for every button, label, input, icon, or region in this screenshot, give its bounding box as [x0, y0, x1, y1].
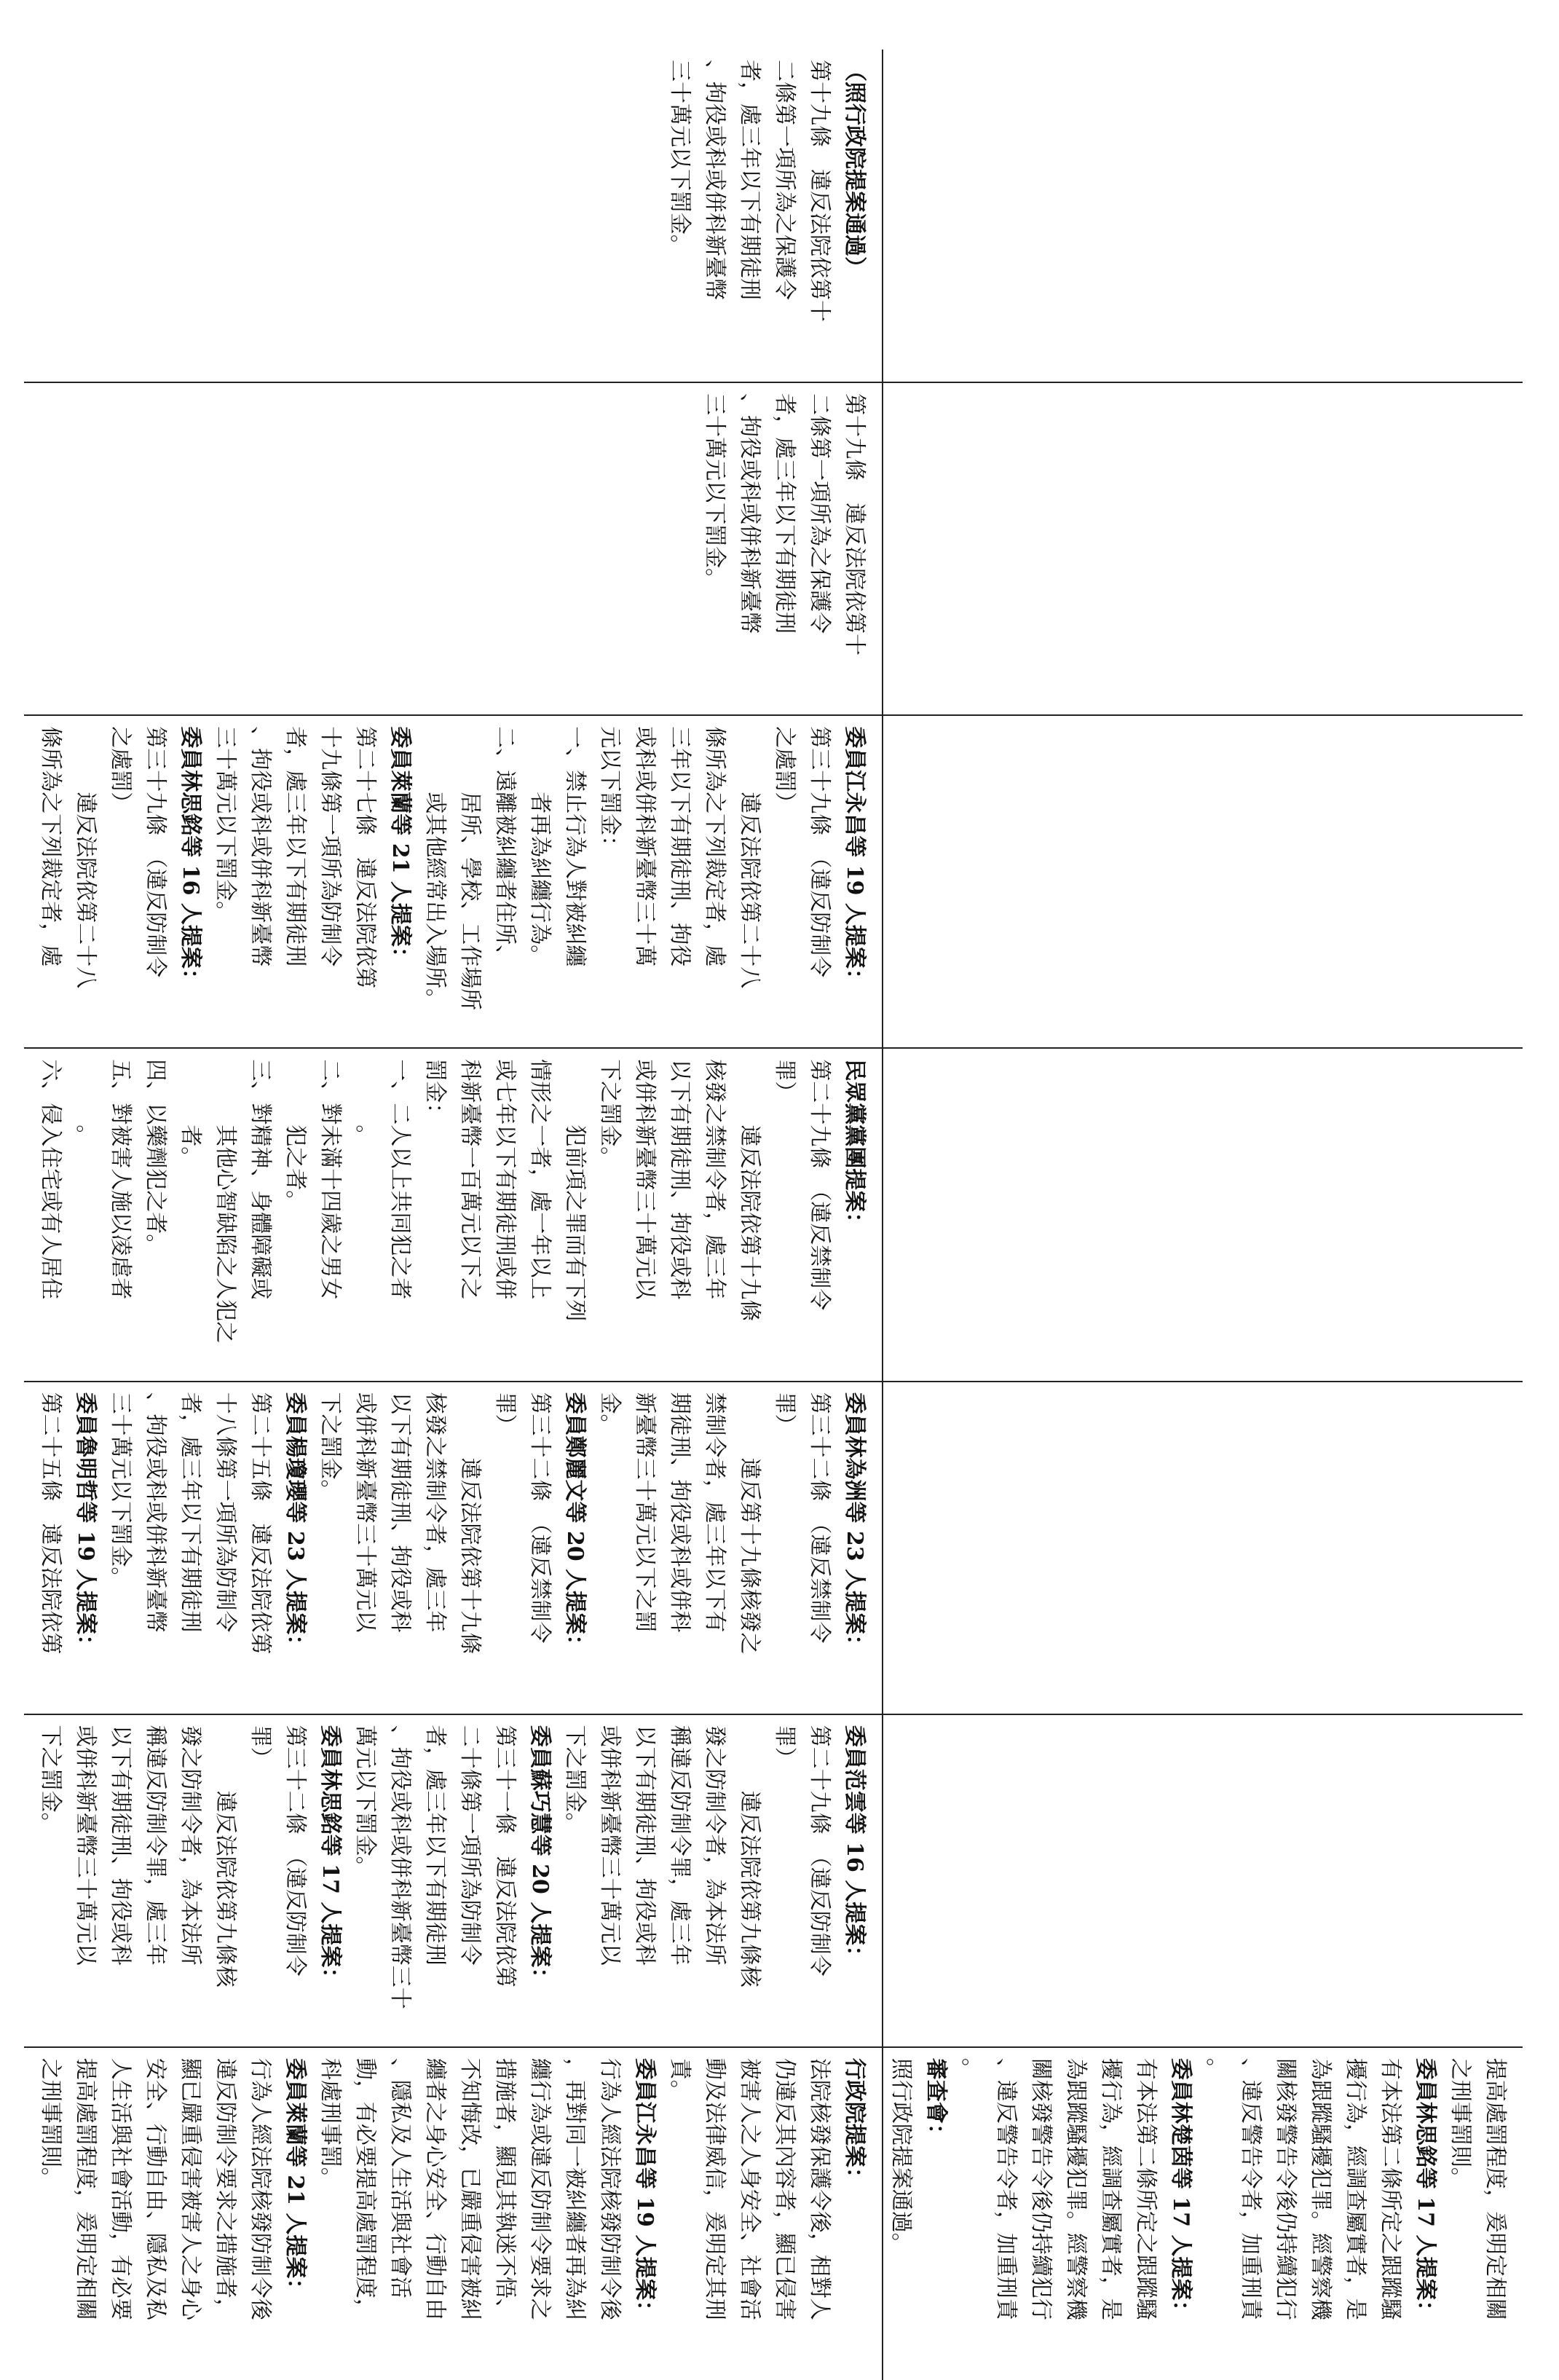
- text-line: 三十萬元以下罰金。: [667, 60, 692, 256]
- text-line: 第二十五條 違反法院依第: [38, 1392, 63, 1655]
- proposal-section: [662, 2058, 872, 2368]
- text-line: 違反法院依第二十八: [73, 770, 98, 989]
- text-line: 顯已嚴重侵害被害人之身心: [178, 2057, 203, 2320]
- text-line: 照行政院提案通過。: [888, 2057, 914, 2255]
- table-row-top: [883, 50, 1523, 2380]
- text-line: 核發之禁制令者，處三年: [702, 1059, 727, 1300]
- proposal-header: 委員江永昌等 19 人提案：: [842, 726, 867, 990]
- text-line: 第三十九條 （違反防制令: [143, 726, 168, 978]
- text-line: 期徒刑、拘役或科或併科: [667, 1392, 692, 1633]
- text-line: 三十萬元以下罰金。: [702, 393, 727, 591]
- text-line: 情形之一者，處一年以上: [527, 1059, 553, 1300]
- proposal-header: 委員蘇巧慧等 20 人提案：: [527, 1725, 553, 1990]
- proposal-header: 行政院提案：: [842, 2057, 867, 2189]
- text-line: 違反防制令要求之措施者，: [213, 2057, 238, 2320]
- proposal-section: [697, 393, 872, 703]
- table-cell: [24, 1048, 883, 1381]
- text-line: 其他心智缺陷之人犯之: [213, 1103, 238, 1344]
- text-line: 六、侵入住宅或有人居住: [38, 1059, 63, 1300]
- text-line: 罰金：: [422, 1059, 448, 1125]
- text-line: 或併科新臺幣三十萬元以: [597, 1725, 623, 1966]
- proposal-section: [312, 2058, 662, 2368]
- text-line: 纏者之身心安全、行動自由: [422, 2057, 448, 2320]
- proposal-section: [312, 1392, 592, 1702]
- text-line: 萬元以下罰金。: [352, 1725, 378, 1878]
- text-line: 提高處罰程度，爰明定相關: [73, 2057, 98, 2320]
- table-cell: [24, 382, 883, 715]
- text-line: 科新臺幣一百萬元以下之: [457, 1059, 483, 1300]
- proposal-section: [1198, 2058, 1442, 2368]
- proposal-header: 委員林思銘等 17 人提案：: [317, 1725, 343, 1990]
- table-cell: [883, 1382, 1523, 1714]
- text-line: 一、禁止行為人對被糾纏: [562, 726, 588, 967]
- text-line: 動及法律威信，爰明定其刑: [702, 2057, 727, 2320]
- proposal-section: [33, 1392, 103, 1702]
- text-line: 罪）: [772, 1725, 797, 1769]
- text-line: 以下有期徒刑、拘役或科: [632, 1725, 658, 1966]
- text-line: 關核發警告令後仍持續犯行: [1273, 2057, 1298, 2320]
- text-line: 責。: [667, 2057, 692, 2102]
- text-line: 二條第一項所為之保護令: [807, 393, 832, 634]
- table-cell: [883, 1714, 1523, 2047]
- text-line: 核發之禁制令者，處三年: [422, 1392, 448, 1633]
- text-line: 為跟蹤騷擾犯罪。經警察機: [1308, 2057, 1333, 2320]
- text-line: 仍違反其內容者，顯已侵害: [772, 2057, 797, 2320]
- text-line: 第三十二條 （違反禁制令: [527, 1392, 553, 1644]
- proposal-header: 委員萊蘭等 21 人提案：: [387, 726, 413, 969]
- table-cell: [883, 715, 1523, 1048]
- proposal-header: 委員林思銘等 16 人提案：: [178, 726, 203, 990]
- text-line: 關核發警告令後仍持續犯行: [1028, 2057, 1054, 2320]
- text-line: ，再對同一被糾纏者再為糾: [562, 2057, 588, 2320]
- text-line: 行為人經法院核發防制令後: [248, 2057, 273, 2320]
- proposal-section: [33, 1725, 347, 2035]
- text-line: 。: [1203, 2057, 1228, 2080]
- proposal-section: [883, 2058, 953, 2368]
- proposal-section: [33, 2058, 312, 2368]
- text-line: 或併科新臺幣三十萬元以: [632, 1059, 658, 1300]
- proposal-header: 委員鄭麗文等 20 人提案：: [562, 1392, 588, 1657]
- text-line: 罪）: [492, 1392, 518, 1436]
- table-cell: [883, 1048, 1523, 1381]
- text-line: 擾行為，經調查屬實者，是: [1343, 2057, 1368, 2320]
- proposal-header: 委員萊蘭等 21 人提案：: [283, 2057, 308, 2301]
- rotated-page: [37, 50, 1523, 2380]
- text-line: 、隱私及人生活與社會活: [387, 2057, 413, 2298]
- text-line: 三十萬元以下罰金。: [108, 1392, 133, 1589]
- text-line: 犯之者。: [283, 1103, 308, 1213]
- table-cell: [883, 2047, 1523, 2380]
- table-row-bottom: [24, 50, 883, 2380]
- text-line: 三、對精神、身體障礙或: [248, 1059, 273, 1300]
- text-line: 安全、行動自由、隱私及私: [143, 2057, 168, 2320]
- text-line: 者，處三年以下有期徒刑: [737, 60, 762, 300]
- text-line: 二十條第一項所為防制令: [457, 1725, 483, 1966]
- text-line: 法院核發保護令後，相對人: [807, 2057, 832, 2320]
- table-cell: [24, 50, 883, 382]
- text-line: 、違反警告令者，加重刑責: [1238, 2057, 1263, 2320]
- text-line: 為跟蹤騷擾犯罪。經警察機: [1063, 2057, 1089, 2320]
- text-line: 者，處三年以下有期徒刑: [178, 1392, 203, 1633]
- text-line: 者，處三年以下有期徒刑: [422, 1725, 448, 1966]
- text-line: 下之罰金。: [562, 1725, 588, 1835]
- text-line: 稱違反防制令罪，處三年: [143, 1725, 168, 1966]
- proposal-header: 審查會：: [923, 2057, 949, 2145]
- text-line: 之處罰）: [772, 726, 797, 814]
- text-line: 罪）: [772, 1059, 797, 1103]
- text-line: 金。: [597, 1392, 623, 1436]
- text-line: 之刑事罰則。: [38, 2057, 63, 2189]
- text-line: 元以下罰金：: [597, 726, 623, 858]
- comparison-table: [24, 50, 1523, 2380]
- text-line: 下之罰金。: [38, 1725, 63, 1835]
- text-line: 被害人之人身安全、社會活: [737, 2057, 762, 2320]
- text-line: 、拘役或科或併科新臺幣: [143, 1392, 168, 1633]
- text-line: 新臺幣三十萬元以下之罰: [632, 1392, 658, 1633]
- text-line: 之處罰）: [108, 726, 133, 814]
- text-line: 十八條第一項所為防制令: [213, 1392, 238, 1633]
- proposal-section: [953, 2058, 1198, 2368]
- text-line: 一、二人以上共同犯之者: [387, 1059, 413, 1300]
- text-line: 第二十七條 違反法院依第: [352, 726, 378, 989]
- text-line: 條所為之下列裁定者，處: [38, 726, 63, 967]
- text-line: 二、對未滿十四歲之男女: [317, 1059, 343, 1300]
- text-line: 十九條第一項所為防制令: [317, 726, 343, 967]
- proposal-header: 委員魯明哲等 19 人提案：: [73, 1392, 98, 1657]
- text-line: 第三十二條 （違反防制令: [283, 1725, 308, 1977]
- text-line: 。: [73, 1103, 98, 1147]
- text-line: 第二十九條 （違反防制令: [807, 1725, 832, 1977]
- table-cell: [24, 715, 883, 1048]
- proposal-section: [103, 1392, 312, 1702]
- text-line: 違反法院依第十九條: [457, 1435, 483, 1655]
- text-line: 、拘役或科或併科新臺幣: [737, 393, 762, 634]
- text-line: 違反法院依第十九條: [737, 1103, 762, 1322]
- text-line: 第三十二條 （違反禁制令: [807, 1392, 832, 1644]
- proposal-section: [1442, 2058, 1512, 2368]
- table-cell: [883, 382, 1523, 715]
- proposal-header: 委員林為洲等 23 人提案：: [842, 1392, 867, 1657]
- text-line: 稱違反防制令罪，處三年: [667, 1725, 692, 1966]
- text-line: 違反法院依第九條核: [737, 1768, 762, 1987]
- proposal-header: 委員林楚茵等 17 人提案：: [1168, 2057, 1193, 2322]
- text-line: 或科或併科新臺幣三十萬: [632, 726, 658, 967]
- text-line: 之刑事罰則。: [1448, 2057, 1473, 2189]
- text-line: 第十九條 違反法院依第十: [807, 60, 832, 322]
- proposal-section: [33, 1059, 872, 1368]
- text-line: 者再為糾纏行為。: [527, 770, 553, 967]
- table-cell: [24, 1714, 883, 2047]
- text-line: 、拘役或科或併科新臺幣: [702, 60, 727, 300]
- text-line: 、違反警告令者，加重刑責: [993, 2057, 1019, 2320]
- proposal-header: 民眾黨黨團提案：: [842, 1059, 867, 1234]
- proposal-header: 委員林思銘等 17 人提案：: [1413, 2057, 1438, 2322]
- table-cell: [24, 1382, 883, 1714]
- text-line: 動，有必要提高處罰程度，: [352, 2057, 378, 2320]
- proposal-section: [208, 726, 417, 1036]
- proposal-section: [347, 1725, 557, 2035]
- text-line: 發之防制令者，為本法所: [178, 1725, 203, 1966]
- text-line: 。: [958, 2057, 984, 2080]
- text-line: 違反法院依第九條核: [213, 1768, 238, 1987]
- text-line: 條所為之下列裁定者，處: [702, 726, 727, 967]
- text-line: 下之罰金。: [317, 1392, 343, 1502]
- text-line: 者，處三年以下有期徒刑: [772, 393, 797, 634]
- text-line: 犯前項之罪而有下列: [562, 1103, 588, 1322]
- text-line: 或七年以下有期徒刑或併: [492, 1059, 518, 1300]
- text-line: 行為人經法院核發防制令後: [597, 2057, 623, 2320]
- proposal-header: 委員江永昌等 19 人提案：: [632, 2057, 658, 2322]
- text-line: 第二十五條 違反法院依第: [248, 1392, 273, 1655]
- text-line: 第十九條 違反法院依第十: [842, 393, 867, 656]
- text-line: 第二十九條 （違反禁制令: [807, 1059, 832, 1311]
- text-line: 以下有期徒刑、拘役或科: [108, 1725, 133, 1966]
- proposal-section: [592, 1392, 872, 1702]
- text-line: 或其他經常出入場所。: [422, 770, 448, 1011]
- text-line: 五、對被害人施以凌虐者: [108, 1059, 133, 1300]
- text-line: 擾行為，經調查屬實者，是: [1098, 2057, 1124, 2320]
- text-line: 、拘役或科或併科新臺幣: [248, 726, 273, 967]
- text-line: 下之罰金。: [597, 1059, 623, 1169]
- text-line: 或併科新臺幣三十萬元以: [352, 1392, 378, 1633]
- table-cell: [883, 50, 1523, 382]
- text-line: 者，處三年以下有期徒刑: [283, 726, 308, 967]
- text-line: 違反法院依第二十八: [737, 770, 762, 989]
- text-line: 四、以藥劑犯之者。: [143, 1059, 168, 1256]
- text-line: 纏行為或違反防制令要求之: [527, 2057, 553, 2320]
- text-line: 措施者，顯見其執迷不悟、: [492, 2057, 518, 2320]
- text-line: 以下有期徒刑、拘役或科: [667, 1059, 692, 1300]
- text-line: 二條第一項所為之保護令: [772, 60, 797, 300]
- text-line: 。: [352, 1103, 378, 1147]
- text-line: 人生活與社會活動，有必要: [108, 2057, 133, 2320]
- text-line: 第三十九條 （違反防制令: [807, 726, 832, 978]
- text-line: 三十萬元以下罰金。: [213, 726, 238, 923]
- proposal-header: 委員楊瓊瓔等 23 人提案：: [283, 1392, 308, 1657]
- text-line: 居所、學校、工作場所: [457, 770, 483, 1011]
- text-line: 罪）: [248, 1725, 273, 1769]
- text-line: 或併科新臺幣三十萬元以: [73, 1725, 98, 1966]
- text-line: 二、遠離被糾纏者住所、: [492, 726, 518, 967]
- text-line: 有本法第二條所定之跟蹤騷: [1133, 2057, 1159, 2320]
- text-line: 三年以下有期徒刑、拘役: [667, 726, 692, 967]
- text-line: 科處刑事罰。: [317, 2057, 343, 2189]
- proposal-section: [557, 1725, 872, 2035]
- text-line: 第三十一條 違反法院依第: [492, 1725, 518, 1987]
- proposal-section: [662, 60, 872, 370]
- text-line: 、拘役或科或併科新臺幣三十: [387, 1725, 413, 2009]
- text-line: 罪）: [772, 1392, 797, 1436]
- proposal-header: （照行政院提案通過）: [842, 60, 867, 278]
- text-line: 有本法第二條所定之跟蹤騷: [1378, 2057, 1403, 2320]
- text-line: 發之防制令者，為本法所: [702, 1725, 727, 1966]
- text-line: 者。: [178, 1103, 203, 1169]
- text-line: 不知悔改，已嚴重侵害被糾: [457, 2057, 483, 2320]
- text-line: 違反第十九條核發之: [737, 1435, 762, 1655]
- text-line: 提高處罰程度，爰明定相關: [1483, 2057, 1508, 2320]
- proposal-section: [33, 726, 208, 1036]
- text-line: 禁制令者，處三年以下有: [702, 1392, 727, 1633]
- text-line: 以下有期徒刑、拘役或科: [387, 1392, 413, 1633]
- table-cell: [24, 2047, 883, 2380]
- proposal-header: 委員范雲等 16 人提案：: [842, 1725, 867, 1968]
- proposal-section: [417, 726, 872, 1036]
